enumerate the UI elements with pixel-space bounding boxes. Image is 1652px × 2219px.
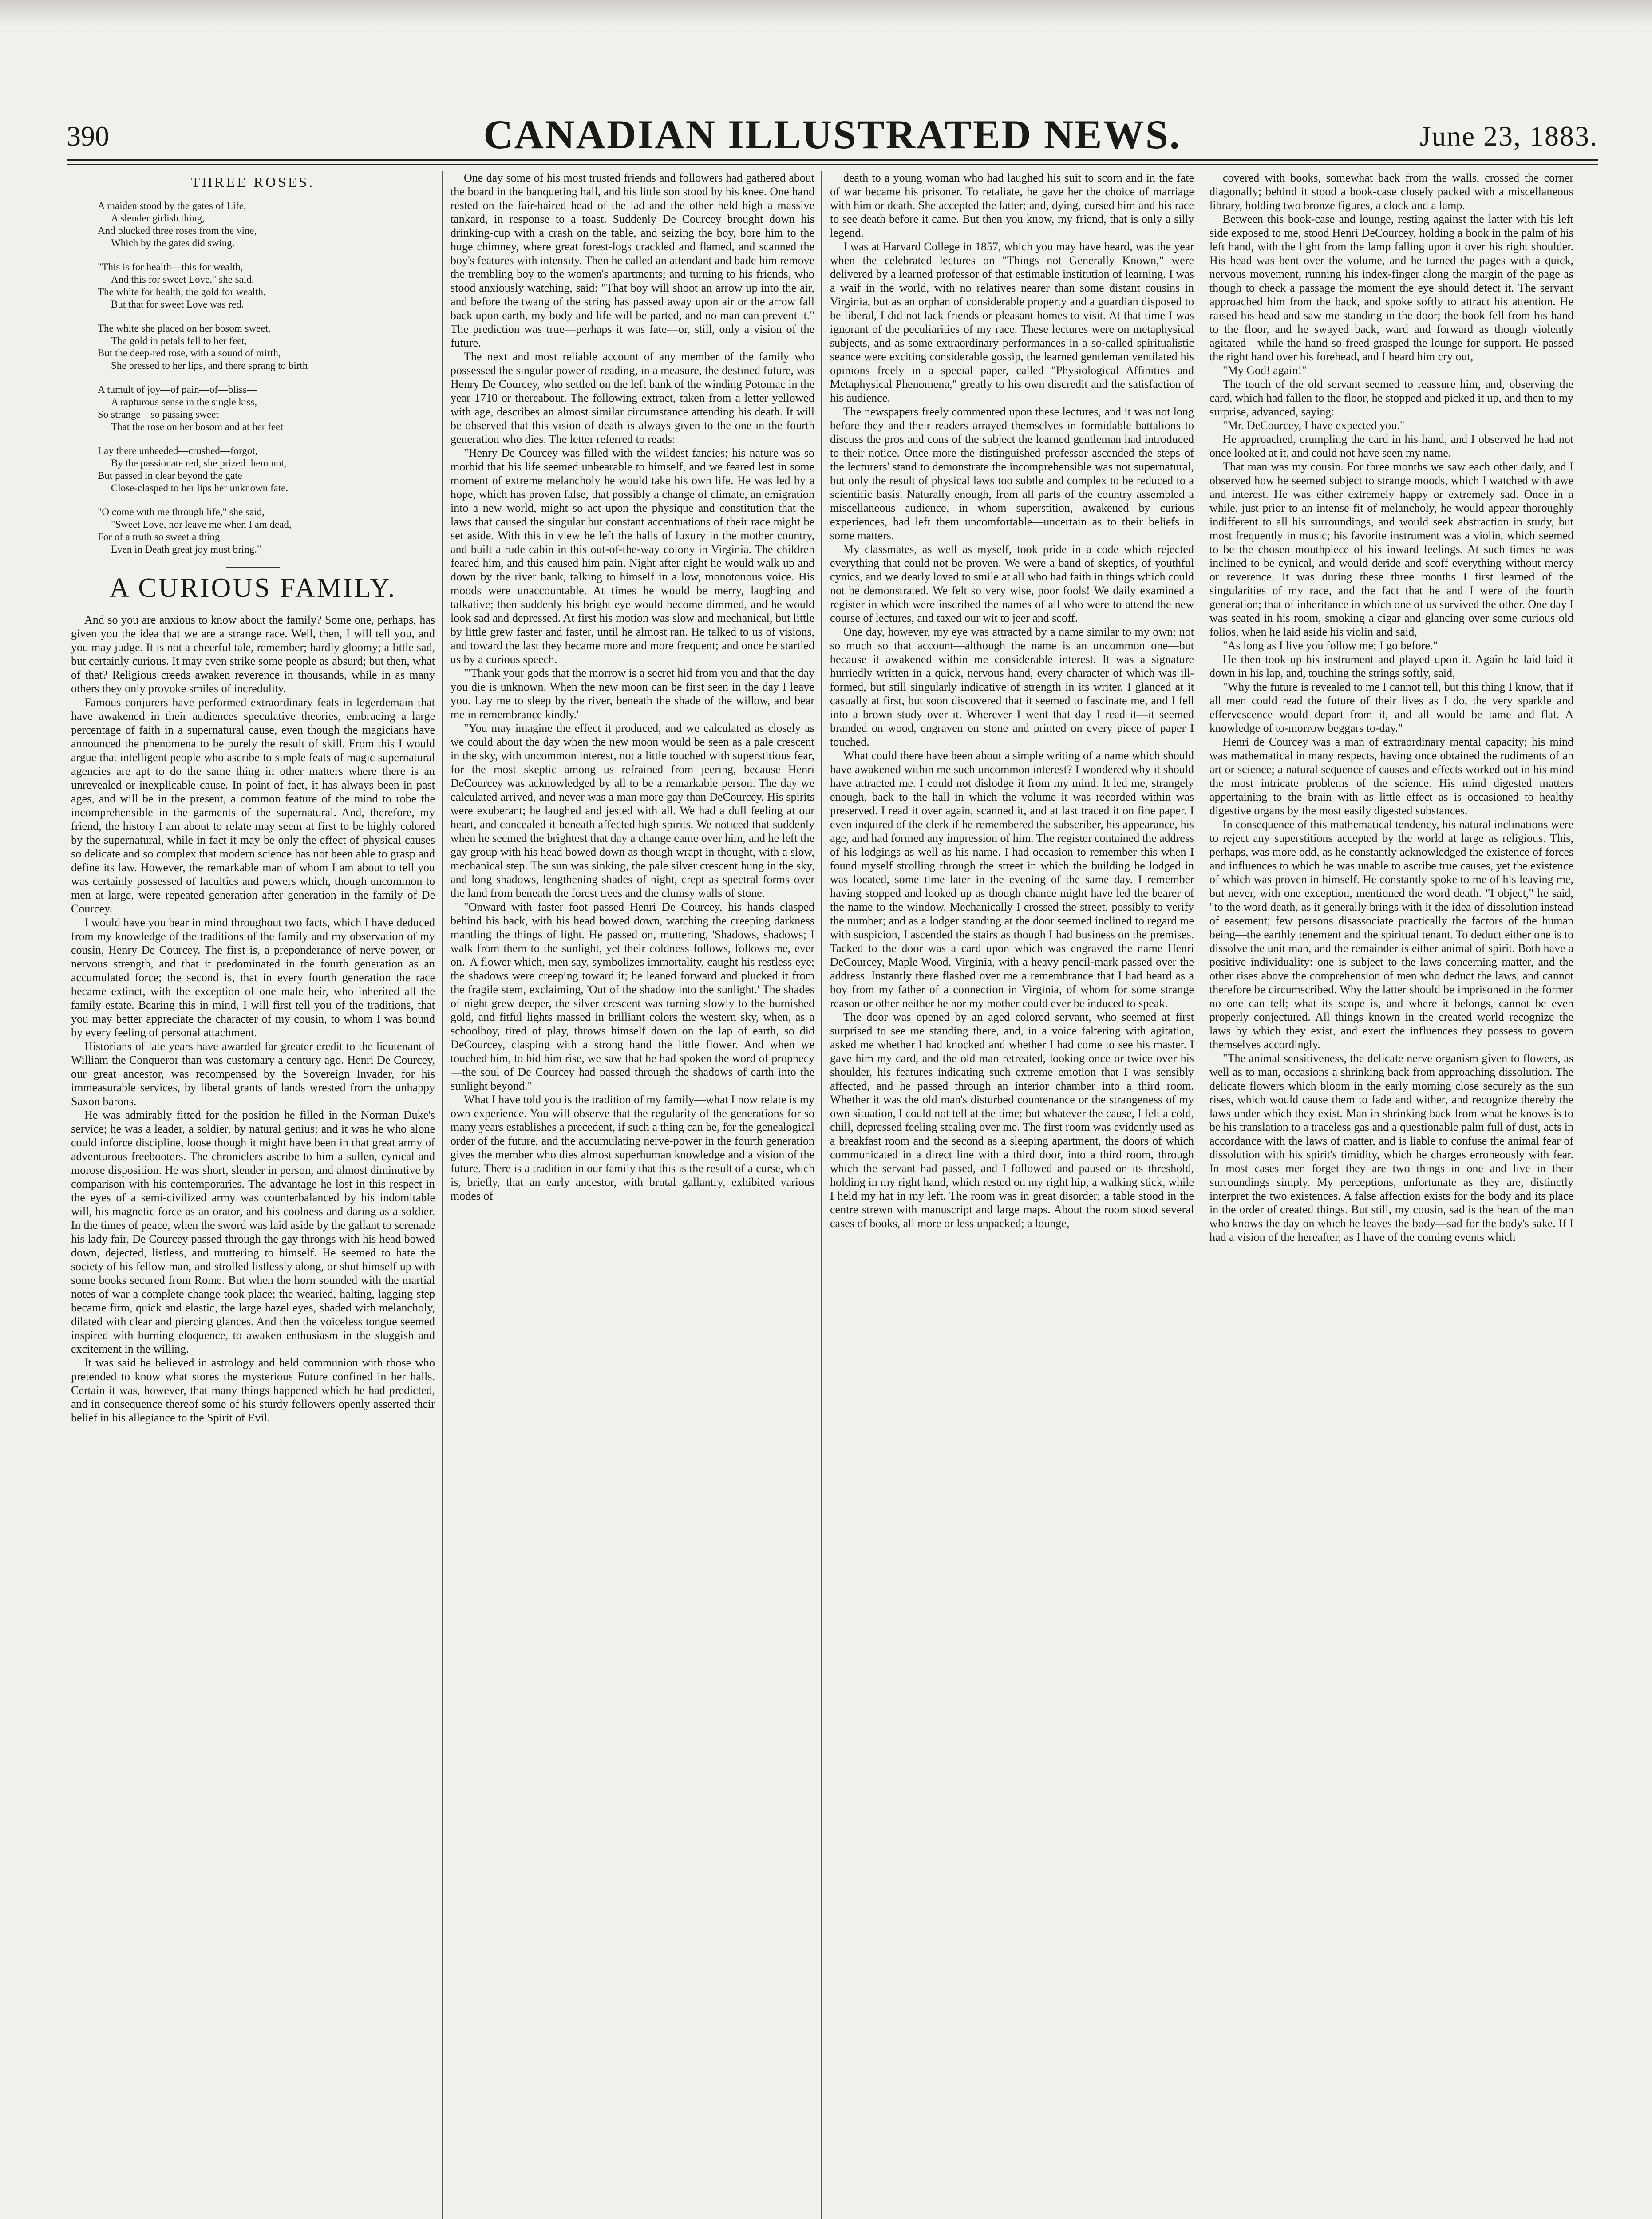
column-4-text: [1209, 171, 1573, 1244]
story-paragraph: In consequence of this mathematical tendency, his natural inclinations were to reject any superstitions accepted by the world at large as religious. This, perhaps, was more odd, as he constantly acknowledged the existence of forces and influences to which he was unable to ascribe true causes, yet the existence of which was proven in himself. He constantly spoke to me of his leaving me, but never, with one exception, mentioned the word death. "I object," he said, "to the word death, as it generally brings with it the idea of dissolution instead of easement; few persons disassociate practically the factors of the human being—the earthly tenement and the spiritual tenant. To deduct either one is to dissolve the unit man, and the remainder is either animal of spirit. Both have a positive individuality: one is subject to the laws concerning matter, and the other rises above the comprehension of men who deduct the laws, and cannot therefore be circumscribed. Why the latter should be imprisoned in the former no one can tell; what its scope is, and where it belongs, cannot be even properly conjectured. All things known in the created world recognize the laws by which they exist, and exert the influences they possess to govern themselves accordingly.: [1209, 818, 1573, 1051]
story-paragraph: What could there have been about a simple writing of a name which should have awakened within me such uncommon interest? I wondered why it should have attracted me. I could not dislodge it from my mind. It led me, strangely enough, back to the hall in which the volume it was recorded within was preserved. I read it over again, scanned it, and at last traced it on fine paper. I even inquired of the clerk if he remembered the subscriber, his appearance, his age, and had formed any impression of him. The register contained the address of his lodgings as well as his name. I had occasion to remember this when I found myself strolling through the street in which the building he lodged in was located, some time later in the evening of the same day. I remember having stopped and looked up as though chance might have led the bearer of the name to the window. Mechanically I crossed the street, possibly to verify the number; and as a lodger standing at the door seemed inclined to regard me with suspicion, I ascended the stairs as though I had business on the premises. Tacked to the door was a card upon which was engraved the name Henri DeCourcey, Maple Wood, Virginia, with a heavy pencil-mark passed over the address. Instantly there flashed over me a remembrance that I had heard as a boy from my father of a connection in Virginia, of whom for some strange reason or other neither he nor my mother could ever be induced to speak.: [830, 749, 1194, 1010]
poem-line: A slender girlish thing,: [111, 213, 205, 224]
story-paragraph: "Why the future is revealed to me I cannot tell, but this thing I know, that if all men could read the future of their lives as I do, the very sparkle and effervescence would depart from it, and all would be tame and flat. A knowledge of to-morrow beggars to-day.": [1209, 680, 1573, 734]
poem-line: The gold in petals fell to her feet,: [111, 335, 247, 346]
poem-line: The white she placed on her bosom sweet,: [98, 323, 271, 334]
poem-line: A maiden stood by the gates of Life,: [98, 200, 246, 211]
story-paragraph: "You may imagine the effect it produced, and we calculated as closely as we could about the day when the new moon would be seen as a pale crescent in the sky, with uncommon interest, not a little touched with superstitious fear, for the most skeptic among us refrained from jeering, because Henri DeCourcey was acknowledged by all to be a remarkable person. The day we calculated arrived, and never was a man more gay than DeCourcey. His spirits were exuberant; he laughed and jested with all. We had a dull feeling at our heart, and concealed it beneath affected high spirits. We noticed that suddenly when he seemed the brightest that day a change came over him, and he left the gay group with his head bowed down as though wrapt in thought, with a slow, mechanical step. The sun was sinking, the pale silver crescent hung in the sky, and long shadows, lengthening shades of night, crept as spectral forms over the land from beneath the forest trees and the clumsy walls of stone.: [451, 722, 814, 900]
masthead: [67, 107, 1598, 155]
story-paragraph: One day, however, my eye was attracted by a name similar to my own; not so much so that account—although the name is an uncommon one—but because it awakened within me considerable interest. It was a signature hurriedly written in a quick, nervous hand, every character of which was ill-formed, but still singularly indicative of strength in its writer. I glanced at it casually at first, but soon discovered that it seemed to fascinate me, and I fell into a brown study over it. Wherever I went that day I read it—it seemed branded on wood, engraven on stone and printed on every piece of paper I touched.: [830, 625, 1194, 748]
poem-stanza: [98, 322, 435, 372]
column-1: [71, 171, 435, 2219]
poem-line: Even in Death great joy must bring.": [111, 544, 261, 555]
story-paragraph: He approached, crumpling the card in his hand, and I observed he had not once looked at it, and could not have seen my name.: [1209, 433, 1573, 459]
story-paragraph: Henri de Courcey was a man of extraordinary mental capacity; his mind was mathematical in many respects, having once obtained the rudiments of an art or science; a natural sequence of causes and effects worked out in his mind the most intricate problems of the science. His mind digested matters appertaining to the brain with as little effect as is occasioned to healthy digestive organs by the most easily digested substances.: [1209, 735, 1573, 817]
poem-stanza: [98, 200, 435, 249]
paper-title: CANADIAN ILLUSTRATED NEWS.: [483, 112, 1181, 157]
poem-line: The white for health, the gold for wealth,: [98, 286, 266, 297]
story-paragraph: He was admirably fitted for the position he filled in the Norman Duke's service; he was a leader, a soldier, by natural genius; and it was he who alone could inforce discipline, loose though it might have been in that great army of adventurous freebooters. The chroniclers ascribe to him a sullen, cynical and morose disposition. He was short, slender in person, and almost diminutive by comparison with his contemporaries. The advantage he lost in this respect in the eyes of a semi-civilized army was counterbalanced by his indomitable will, his magnetic force as an orator, and his coolness and daring as a soldier. In the times of peace, when the sword was laid aside by the gallant to serenade his lady fair, De Courcey passed through the gay throngs with his head bowed down, dejected, listless, and muttering to himself. He seemed to hate the society of his fellow man, and strolled listlessly along, or shut himself up with some books secured from Rome. But when the horn sounded with the martial notes of war a complete change took place; the wearied, halting, lagging step became firm, quick and elastic, the large hazel eyes, shaded with melancholy, dilated with clear and piercing glances. And then the voiceless tongue seemed inspired with burning eloquence, to awaken enthusiasm in the sluggish and excitement in the willing.: [71, 1109, 435, 1355]
story-paragraph: "Mr. DeCourcey, I have expected you.": [1223, 419, 1405, 432]
story-paragraph: death to a young woman who had laughed his suit to scorn and in the fate of war became his prisoner. To retaliate, he gave her the choice of marriage with him or death. She accepted the latter; and, dying, cursed him and his race to see death before it came. But then you know, my friend, that is only a silly legend.: [830, 171, 1194, 239]
poem-line: "This is for health—this for wealth,: [98, 261, 243, 272]
header-rule: [67, 159, 1598, 165]
poem-line: That the rose on her bosom and at her feet: [111, 421, 283, 432]
story-paragraph: The touch of the old servant seemed to reassure him, and, observing the card, which had fallen to the floor, he stopped and picked it up, and then to my surprise, advanced, saying:: [1209, 378, 1573, 418]
poem-stanza: [98, 445, 435, 494]
story-paragraph: He then took up his instrument and played upon it. Again he laid laid it down in his lap, and, touching the strings softly, said,: [1209, 653, 1573, 679]
poem-line: Close-clasped to her lips her unknown fate.: [111, 482, 289, 494]
story-paragraph: The door was opened by an aged colored servant, who seemed at first surprised to see me standing there, and, in a voice faltering with agitation, asked me whether I had knocked and whether I had come to see his master. I gave him my card, and the old man retreated, looking once or twice over his shoulder, his features indicating such extreme emotion that I was sensibly affected, and he passed through an interior chamber into a third room. Whether it was the old man's disturbed countenance or the strangeness of my own situation, I could not tell at the time; but whatever the cause, I felt a cold, chill, depressed feeling stealing over me. The first room was evidently used as a breakfast room and the second as a sleeping apartment, the doors of which communicated in a direct line with a third door, into a third room, through which the servant had passed, and I followed and paused on its threshold, holding in my right hand, which rested on my right hip, a walking stick, while I held my hat in my left. The room was in great disorder; a table stood in the centre strewn with manuscript and large maps. About the room stood several cases of books, all more or less unpacked; a lounge,: [830, 1011, 1194, 1230]
poem-line: For of a truth so sweet a thing: [98, 531, 220, 542]
poem-line: But that for sweet Love was red.: [111, 299, 244, 310]
story-paragraph: One day some of his most trusted friends and followers had gathered about the board in the banqueting hall, and his little son stood by his knee. One hand rested on the fair-haired head of the lad and the other held high a massive tankard, in response to a toast. Suddenly De Courcey brought down his drinking-cup with a crash on the table, and seizing the boy, bore him to the huge chimney, where great forest-logs crackled and flamed, and scanned the boy's features with intensity. Then he called an attendant and bade him remove the trembling boy to the women's apartments; and turning to his friends, who stood anxiously watching, said: "That boy will shoot an arrow up into the air, and before the twang of the string has passed away upon air or the arrow fall back upon earth, my body and life will be parted, and no man can prevent it." The prediction was true—perhaps it was fate—or, still, only a vision of the future.: [451, 171, 814, 349]
story-paragraph: I was at Harvard College in 1857, which you may have heard, was the year when the celebrated lectures on "Things not Generally Known," were delivered by a learned professor of that estimable institution of learning. I was a waif in the world, with no relatives nearer than some distant cousins in Virginia, but as an orphan of considerable property and a guardian disposed to be liberal, I did not lack friends or pleasant homes to visit. At that time I was ignorant of the peculiarities of my race. These lectures were on metaphysical subjects, and as some extraordinary performances in a so-called spiritualistic seance were exciting considerable gossip, the learned gentleman ventilated his opinions freely in a special paper, called "Physiological Affinities and Metaphysical Phenomena," greatly to his own discredit and the satisfaction of his audience.: [830, 240, 1194, 404]
story-paragraph: "Henry De Courcey was filled with the wildest fancies; his nature was so morbid that his life seemed unbearable to himself, and we feared lest in some moment of extreme melancholy he would take his own life. He was led by a hope, which has proven false, that possibly a change of climate, an emigration into a new world, might so act upon the physique and constitution that the laws that caused the singular but constant accentuations of their race might be set aside. With this in view he left the halls of luxury in the mother country, and built a rude cabin in this out-of-the-way colony in Virginia. The children feared him, and this caused him pain. Night after night he would walk up and down by the river bank, talking to himself in a low, monotonous voice. His moods were unaccountable. At times he would be merry, laughing and talkative; then suddenly his bright eye would become dimmed, and he would look sad and depressed. At first his motion was slow and mechanical, but little by little grew faster and faster, until he almost ran. He talked to us of visions, and toward the last they became more and more frequent; and once he startled us by a curious speech.: [451, 446, 814, 666]
column-4: [1209, 171, 1573, 2219]
poem-line: Which by the gates did swing.: [111, 237, 235, 249]
story-paragraph: covered with books, somewhat back from the walls, crossed the corner diagonally; behind it stood a book-case closely packed with a miscellaneous library, holding two bronze figures, a clock and a lamp.: [1209, 171, 1573, 212]
poem-stanza: [98, 383, 435, 433]
story-paragraph: "The animal sensitiveness, the delicate nerve organism given to flowers, as well as to man, occasions a shrinking back from approaching dissolution. The delicate flowers which bloom in the early morning close securely as the sun rises, which would cause them to fade and wither, and recognize thereby the laws under which they exist. Man in shrinking back from what he knows is to be his translation to a traceless gas and a questionable palm full of dust, acts in accordance with the laws of matter, and is liable to confuse the animal fear of dissolution with his spirit's timidity, which he charges erroneously with fear. In most cases men forget they are two things in one and live in their surroundings simply. My perceptions, unfortunate as they are, distinctly interpret the two existences. A false affection exists for the body and its place in the order of created things. But still, my cousin, sad is the heart of the man who knows the day on which he leaves the body—sad for the body's sake. If I had a vision of the hereafter, as I have of the coming events which: [1209, 1052, 1573, 1244]
column-3: [830, 171, 1194, 2219]
poem-line: A tumult of joy—of pain—of—bliss—: [98, 384, 257, 395]
story-paragraph: Between this book-case and lounge, resting against the latter with his left side exposed to me, stood Henri DeCourcey, holding a book in the palm of his left hand, with the light from the lamp falling upon it over his right shoulder. His head was bent over the volume, and he turned the pages with a quick, nervous movement, running his index-finger along the margin of the page as though to check a passage the moment the eye should detect it. The servant approached him from the back, and spoke softly to attract his attention. He raised his head and saw me standing in the door; the book fell from his hand to the floor, and he swayed back, ward and forward as though violently agitated—while the hand so freed grasped the lounge for support. He passed the right hand over his forehead, and I heard him cry out,: [1209, 213, 1573, 363]
poem-line: And plucked three roses from the vine,: [98, 225, 257, 236]
poem-body: [71, 200, 435, 556]
column-2: [451, 171, 814, 2219]
poem-line: Lay there unheeded—crushed—forgot,: [98, 445, 258, 456]
poem-line: "Sweet Love, nor leave me when I am dead,: [111, 519, 292, 530]
story-paragraph: What I have told you is the tradition of my family—what I now relate is my own experience. You will observe that the regularity of the generations for so many years establishes a precedent, if such a thing can be, for the genealogical order of the future, and the accumulating nerve-power in the fourth generation gives the member who dies almost superhuman knowledge and a vision of the future. There is a tradition in our family that this is the result of a curse, which is, briefly, that an early ancestor, with brutal gallantry, exhibited various modes of: [451, 1093, 814, 1202]
poem-stanza: [98, 261, 435, 311]
poem-stanza: [98, 506, 435, 556]
story-paragraph: "As long as I live you follow me; I go before.": [1223, 639, 1438, 652]
poem-line: A rapturous sense in the single kiss,: [111, 396, 257, 407]
column-2-text: [451, 171, 814, 1203]
column-divider: [821, 171, 822, 2219]
story-paragraph: Famous conjurers have performed extraordinary feats in legerdemain that have awakened in their audiences speculative theories, embracing a large percentage of faith in a supernatural cause, even though the magicians have announced the phenomena to be purely the result of skill. From this I would argue that intelligent people who ascribe to simple feats of magic supernatural agencies are apt to do the same thing in other matters where there is an unrevealed or inexplicable cause. In point of fact, it has always been in past ages, and will be in the present, a common feature of the mind to robe the incomprehensible in the garments of the supernatural. And, therefore, my friend, the history I am about to relate may seem at first to be highly colored by the supernatural, while in fact it may be only the effect of physical causes so delicate and so complex that modern science has not been able to grasp and define its law. However, the remarkable man of whom I am about to tell you was certainly possessed of faculties and powers which, though uncommon to men at large, were repeated generation after generation in the family of De Courcey.: [71, 696, 435, 915]
issue-date: June 23, 1883.: [1419, 120, 1598, 152]
story-paragraph: "My God! again!": [1223, 364, 1307, 377]
page-number: 390: [67, 120, 109, 152]
poem-line: "O come with me through life," she said,: [98, 506, 265, 517]
story-paragraph: That man was my cousin. For three months we saw each other daily, and I observed how he seemed subject to strange moods, which I watched with awe and interest. He was either extremely happy or extremely sad. Once in a while, just prior to an intense fit of melancholy, he would appear thoroughly indifferent to all his surroundings, and would seek abstraction in study, but most frequently in music; his favorite instrument was a violin, which seemed to be the chosen mouthpiece of his inward feelings. At such times he was inclined to be cynical, and would deride and scoff everything without mercy or reverence. It was during these three months I first learned of the singularities of my race, and the fact that he and I were of the fourth generation; that of inheritance in which one of us survived the other. One day I was seated in his room, smoking a cigar and glancing over some curious old folios, when he laid aside his violin and said,: [1209, 460, 1573, 638]
poem-title: THREE ROSES.: [191, 174, 315, 190]
story-paragraph: I would have you bear in mind throughout two facts, which I have deduced from my knowledge of the traditions of the family and my observation of my cousin, Henry De Courcey. The first is, a preponderance of nerve power, or nervous strength, and that it predominated in the fourth generation as an accumulated force; the second is, that in every fourth generation the race became extinct, with the exception of one male heir, who inherited all the family estate. Bearing this in mind, I will first tell you of the traditions, that you may better appreciate the character of my cousin, to whom I was bound by every feeling of personal attachment.: [71, 916, 435, 1039]
story-title: A CURIOUS FAMILY.: [109, 573, 397, 603]
poem-line: But passed in clear beyond the gate: [98, 470, 242, 481]
story-paragraph: "Onward with faster foot passed Henri De Courcey, his hands clasped behind his back, with his head bowed down, watching the creeping darkness mantling the things of light. He passed on, muttering, 'Shadows, shadows; I walk from them to the sunlight, yet their coldness follows, follows me, ever on.' A flower which, men say, symbolizes immortality, caught his restless eye; the shadows were creeping toward it; he leaned forward and plucked it from the fragile stem, exclaiming, 'Out of the shadow into the sunlight.' The shades of night grew deeper, the silver crescent was turning slowly to the burnished gold, and fitful lights massed in brilliant colors the western sky, when, as a schoolboy, tired of play, throws himself down on the lap of earth, so did DeCourcey, clasping with a strong hand the little flower. And when we touched him, to bid him rise, we saw that he had spoken the word of prophecy—the soul of De Courcey had passed through the shadows of earth into the sunlight beyond.": [451, 900, 814, 1092]
column-1-text: [71, 613, 435, 1425]
poem-line: So strange—so passing sweet—: [98, 409, 229, 420]
poem-line: And this for sweet Love," she said.: [111, 274, 254, 285]
column-3-text: [830, 171, 1194, 1230]
section-rule: [226, 567, 280, 568]
scan-edge: [0, 0, 1652, 27]
poem-line: But the deep-red rose, with a sound of mirth,: [98, 347, 281, 359]
story-paragraph: It was said he believed in astrology and held communion with those who pretended to know what stores the mysterious Future confined in her halls. Certain it was, however, that many things happened which he had predicted, and in consequence thereof some of his sturdy followers openly asserted their belief in his allegiance to the Spirit of Evil.: [71, 1356, 435, 1424]
story-paragraph: And so you are anxious to know about the family? Some one, perhaps, has given you the idea that we are a strange race. Well, then, I will tell you, and you may judge. It is not a cheerful tale, remember; hardly gloomy; a little sad, but certainly curious. It may even strike some people as absurd; but then, what of that? Religious creeds awaken reverence in thousands, while in as many others they only provoke smiles of incredulity.: [71, 613, 435, 695]
poem-line: By the passionate red, she prized them not,: [111, 458, 287, 469]
poem-line: She pressed to her lips, and there sprang to birth: [111, 360, 308, 371]
story-paragraph: The next and most reliable account of any member of the family who possessed the singular power of reading, in a measure, the destined future, was Henry De Courcey, who settled on the left bank of the winding Potomac in the year 1710 or thereabout. The following extract, taken from a letter yellowed with age, describes an almost similar circumstance attending his death. It will be observed that this vision of death is always given to the one in the fourth generation who dies. The letter referred to reads:: [451, 350, 814, 446]
story-paragraph: "'Thank your gods that the morrow is a secret hid from you and that the day you die is unknown. When the new moon can be first seen in the day I leave you. Lay me to sleep by the river, beneath the shade of the willow, and bear me in remembrance kindly.': [451, 667, 814, 721]
story-paragraph: The newspapers freely commented upon these lectures, and it was not long before they and their readers arrayed themselves in formidable battalions to discuss the pros and cons of the subject the learned gentleman had introduced to their notice. Once more the distinguished professor ascended the steps of the lecturers' stand to demonstrate the incomprehensible was not supernatural, but only the result of physical laws too subtle and complex to be reduced to a scientific basis. Naturally enough, from all parts of the country assembled a miscellaneous audience, in whom superstition, awakened by curious experiences, had left them uncomfortable—uncertain as to their beliefs in some matters.: [830, 405, 1194, 542]
story-paragraph: My classmates, as well as myself, took pride in a code which rejected everything that could not be proven. We were a band of skeptics, of youthful cynics, and we dearly loved to smile at all who had faith in things which could not be demonstrated. We felt so very wise, poor fools! We daily examined a register in which were inscribed the names of all who were to attend the new course of lectures, and taxed our wit to jeer and scoff.: [830, 543, 1194, 624]
story-paragraph: Historians of late years have awarded far greater credit to the lieutenant of William the Conqueror than was customary a century ago. Henri De Courcey, our great ancestor, was recompensed by the Sovereign Invader, for his immeasurable services, by liberal grants of lands wrested from the unhappy Saxon barons.: [71, 1040, 435, 1108]
column-divider: [442, 171, 443, 2219]
